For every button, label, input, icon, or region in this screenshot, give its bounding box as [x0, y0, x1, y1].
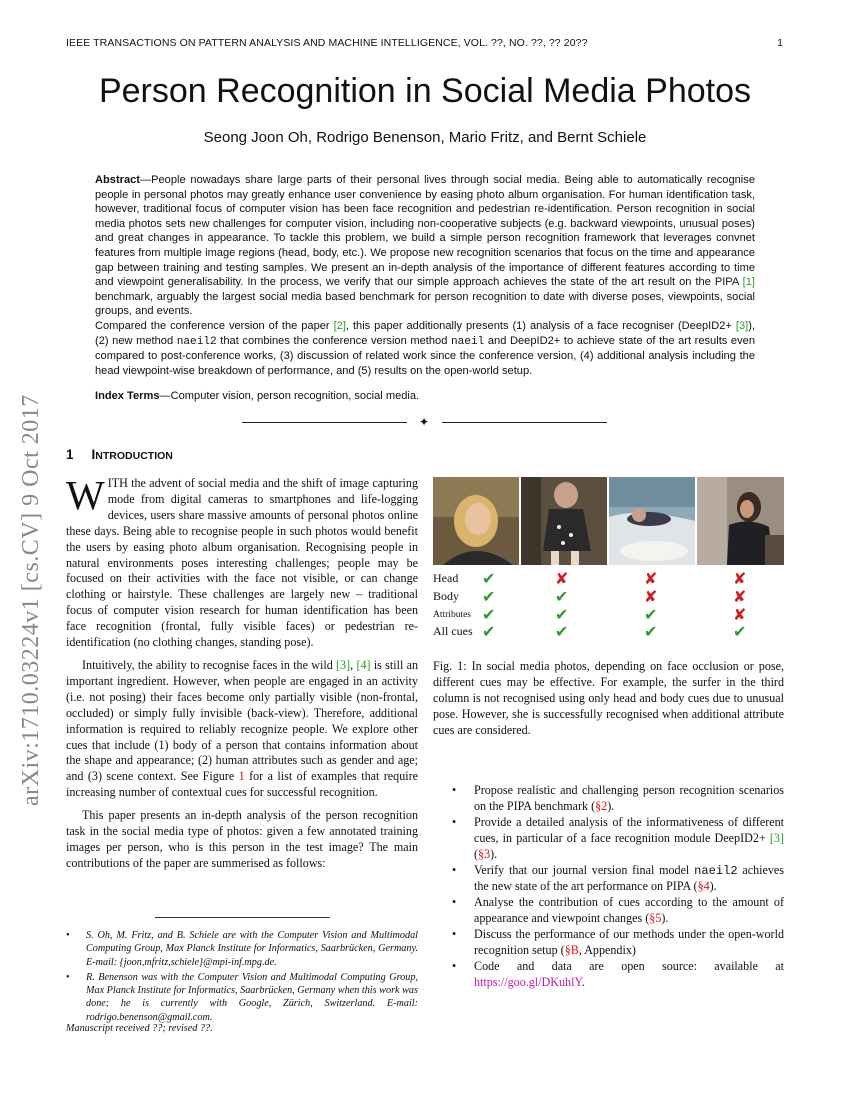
contribution-text: ).	[661, 911, 669, 926]
contribution-text: .	[581, 974, 585, 989]
citation-link[interactable]: [3]	[336, 657, 351, 672]
abstract-text: that combines the conference version method	[216, 334, 451, 347]
intro-text: ,	[350, 657, 357, 672]
abstract-text: , this paper additionally presents (1) analysis of a face recogniser (DeepID2+	[345, 319, 736, 332]
figure-1-photos	[433, 477, 784, 565]
intro-paragraph-2	[66, 658, 418, 801]
divider-line-left	[242, 422, 407, 423]
check-icon: ✔	[482, 569, 496, 588]
section-heading-introduction	[66, 447, 173, 462]
cross-icon: ✘	[733, 605, 747, 624]
contribution-text: ).	[709, 879, 717, 894]
intro-text: Intuitively, the ability to recognise faces in the wild	[82, 657, 337, 672]
citation-link[interactable]: [2]	[333, 319, 346, 332]
intro-text: for a list of examples that require increasing number of contextual cues for successful recognition.	[66, 769, 419, 800]
contribution-text: Code and data are open source: available at	[474, 958, 784, 973]
photo-surfer-in-waves	[609, 477, 695, 565]
section-title-initial: I	[91, 447, 96, 462]
footnote-rule	[155, 917, 330, 918]
cross-icon: ✘	[733, 587, 747, 606]
cross-icon: ✘	[644, 587, 658, 606]
contribution-text: (	[474, 846, 479, 861]
abstract-text-end: benchmark, arguably the largest social media based benchmark for person recognition to date with diverse poses, viewpoints, social groups, and events.	[95, 290, 755, 318]
contribution-item	[452, 863, 784, 896]
citation-link[interactable]: [3]	[769, 830, 784, 845]
code-method-name: naeil	[450, 335, 485, 348]
contribution-item	[452, 959, 784, 991]
abstract-text: and DeepID2+ to achieve state of the art results even compared to post-conference works, (3) discussion of related work since the conference version, (4) additional analysis including the head viewpoint-wise breakdown of performance, and (5) results on the open-world setup.	[95, 334, 755, 377]
check-icon: ✔	[555, 622, 569, 641]
intro-body	[66, 472, 419, 872]
check-icon: ✔	[644, 622, 658, 641]
contribution-text: Discuss the performance of our methods under the open-world recognition setup (	[474, 927, 784, 958]
check-icon: ✔	[555, 605, 569, 624]
cross-icon: ✘	[555, 569, 569, 588]
check-icon: ✔	[733, 622, 747, 641]
contribution-text: Analyse the contribution of cues according to the amount of appearance and viewpoint changes (	[474, 895, 784, 926]
section-link[interactable]: §4	[697, 879, 710, 894]
citation-link[interactable]: [3]	[735, 319, 749, 332]
code-method-name: naeil2	[694, 863, 738, 878]
section-number: 1	[66, 447, 74, 462]
abstract-text: —People nowadays share large parts of their personal lives through social media. Being able to automatically recognise people in personal photos may greatly enhance user convenience by easing photo album organisation. For human identification task, however, traditional focus of computer vision has been face recognition and pedestrian re-identification. Person recognition in social media photos sets new challenges for computer vision, including non-cooperative subjects (e.g. backward viewpoints, unusual poses) and great changes in appearance. To tackle this problem, we build a simple person recognition framework that leverages convnet features from multiple image regions (head, body, etc.). We propose new recognition scenarios that focus on the time and appearance gap between training and testing samples. We present an in-depth analysis of the importance of different features according to time and viewpoint generalisability. In the process, we verify that our simple approach achieves the state of the art result on the PIPA	[95, 174, 755, 289]
running-header: IEEE TRANSACTIONS ON PATTERN ANALYSIS AND MACHINE INTELLIGENCE, VOL. ??, NO. ??, ?? 20??	[66, 37, 588, 49]
intro-first-word: ITH	[107, 476, 128, 490]
abstract	[95, 173, 755, 378]
intro-paragraph-1	[66, 472, 418, 651]
section-link[interactable]: §2	[595, 798, 608, 813]
cue-label: Attributes	[433, 610, 471, 620]
contribution-text: achieves the new state of the art performance on PIPA (	[474, 862, 785, 894]
abstract-text: Compared the conference version of the paper	[95, 319, 334, 332]
cross-icon: ✘	[733, 569, 747, 588]
manuscript-note: Manuscript received ??; revised ??.	[66, 1023, 213, 1034]
check-icon: ✔	[482, 622, 496, 641]
section-divider	[242, 416, 607, 428]
contribution-text: , Appendix)	[578, 943, 636, 958]
section-title-rest: NTRODUCTION	[95, 450, 173, 462]
abstract-text: ), (2) new method	[95, 319, 756, 347]
index-terms-label: Index Terms	[95, 390, 160, 402]
cue-label: Body	[433, 589, 460, 603]
paper-title: Person Recognition in Social Media Photos	[98, 72, 752, 110]
contribution-text: Provide a detailed analysis of the informativeness of different cues, in particular of a face recognition module DeepID2+	[474, 814, 784, 845]
arxiv-identifier-stamp: arXiv:1710.03224v1 [cs.CV] 9 Oct 2017	[18, 394, 44, 806]
contribution-text: ).	[490, 846, 498, 861]
footnotes	[66, 929, 418, 1024]
intro-text: the advent of social media and the shift of image capturing mode from digital cameras to smartphones and life-logging devices, users share massive amounts of personal photos online these days. Being able to recognise people in such photos would benefit the users by easing photo album organisation. Recognising people in natural environments poses interesting challenges; people may be focused on their activities with the face not visible, or can change clothing or hairstyle. These challenges are largely new – traditional focus of computer vision research for human identification has been face recognition (frontal, fully visible faces) or pedestrian re-identification (no clothing changes, standing pose).	[66, 476, 418, 650]
abstract-label: Abstract	[95, 174, 141, 186]
contributions-list	[452, 783, 784, 991]
citation-link[interactable]: [1]	[742, 276, 755, 289]
cue-label: All cues	[433, 624, 473, 638]
page-number: 1	[777, 37, 783, 49]
contribution-text: ).	[607, 798, 615, 813]
intro-paragraph-3: This paper presents an in-depth analysis of the person recognition task in the social media type of photos: given a few annotated training images per person, who is this person in the test image? The main contributions of the paper are summerised as follows:	[66, 808, 418, 870]
cue-row-head	[433, 571, 784, 588]
photo-woman-in-chair	[697, 477, 784, 565]
dropcap-letter: W	[66, 472, 105, 518]
check-icon: ✔	[482, 605, 496, 624]
section-link[interactable]: §B	[564, 943, 579, 958]
citation-link[interactable]: [4]	[356, 657, 371, 672]
check-icon: ✔	[482, 587, 496, 606]
photo-smiling-woman	[433, 477, 519, 565]
abstract-paragraph-2	[95, 319, 755, 378]
figure-link[interactable]: 1	[238, 769, 245, 784]
check-icon: ✔	[555, 587, 569, 606]
abstract-paragraph-1	[95, 173, 755, 319]
author-list: Seong Joon Oh, Rodrigo Benenson, Mario Fritz, and Bernt Schiele	[203, 129, 647, 146]
footnote-item: • S. Oh, M. Fritz, and B. Schiele are with the Computer Vision and Multimodal Computing Group, Max Planck Institute for Informatics, Saarbrücken, Germany. E-mail: {joon,mfritz,schiele}@mpi-inf.mpg.de.	[66, 929, 418, 969]
index-terms	[95, 390, 755, 402]
photo-child-back-view	[521, 477, 607, 565]
code-data-url-link[interactable]: https://goo.gl/DKuhlY	[474, 974, 582, 989]
figure-1-caption: Fig. 1: In social media photos, depending on face occlusion or pose, different cues may be effective. For example, the surfer in the third column is not recognised using only head and body cues due to unusual pose. However, she is successfully recognised when additional attribute cues are considered.	[433, 659, 784, 737]
intro-text: is still an important ingredient. However, when people are engaged in an activity (i.e. not posing) their faces become only partially visible (non-frontal, occluded) or simply fully invisible (back-view). Therefore, additional information is required to reliably recognize people. We explore other cues that include (1) body of a person that contains information about the shape and appearance; (2) human attributes such as gender and age; and (3) scene context. See Figure	[66, 657, 418, 784]
contribution-text: Propose realistic and challenging person recognition scenarios on the PIPA benchmark (	[474, 783, 784, 813]
contribution-text: Verify that our journal version final model	[474, 862, 695, 877]
contribution-item	[452, 783, 784, 815]
check-icon: ✔	[644, 605, 658, 624]
cue-row-all-cues	[433, 624, 784, 641]
index-terms-text: —Computer vision, person recognition, social media.	[159, 390, 420, 402]
contribution-item	[452, 927, 784, 959]
code-method-name: naeil2	[176, 335, 217, 348]
cue-row-body	[433, 589, 784, 606]
cue-label: Head	[433, 571, 459, 585]
section-link[interactable]: §5	[649, 911, 662, 926]
cross-icon: ✘	[644, 569, 658, 588]
contribution-item	[452, 815, 784, 863]
contribution-item	[452, 895, 784, 927]
footnote-item: • R. Benenson was with the Computer Vision and Multimodal Computing Group, Max Planck Institute for Informatics, Saarbrücken, Germany when this work was done; he is currently with Google, Zürich, Switzerland. E-mail: rodrigo.benenson@gmail.com.	[66, 971, 418, 1024]
section-link[interactable]: §3	[478, 846, 491, 861]
divider-diamond-icon: ✦	[419, 415, 430, 429]
divider-line-right	[442, 422, 607, 423]
